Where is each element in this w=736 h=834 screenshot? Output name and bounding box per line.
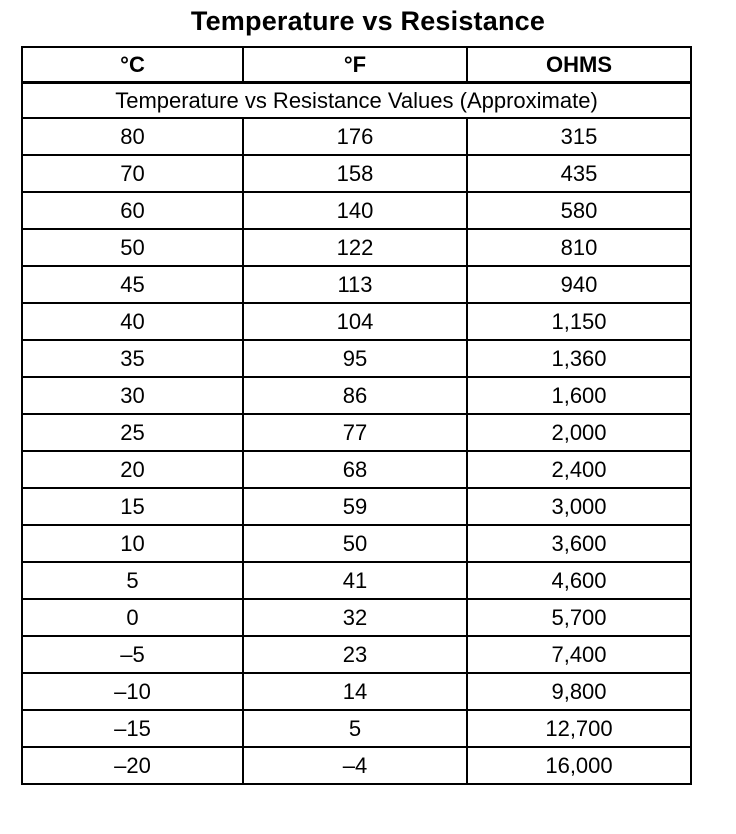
celsius-cell: 20: [22, 451, 243, 488]
fahrenheit-cell: 32: [243, 599, 467, 636]
celsius-cell: 25: [22, 414, 243, 451]
celsius-cell: 50: [22, 229, 243, 266]
fahrenheit-cell: 41: [243, 562, 467, 599]
ohms-cell: 2,400: [467, 451, 691, 488]
table-row: [22, 118, 691, 155]
ohms-cell: 16,000: [467, 747, 691, 784]
fahrenheit-cell: –4: [243, 747, 467, 784]
ohms-cell: 7,400: [467, 636, 691, 673]
table-title: Temperature vs Resistance: [190, 6, 546, 36]
table-row: [22, 525, 691, 562]
celsius-cell: 5: [22, 562, 243, 599]
fahrenheit-cell: 122: [243, 229, 467, 266]
fahrenheit-cell: 68: [243, 451, 467, 488]
celsius-cell: 0: [22, 599, 243, 636]
table-row: [22, 747, 691, 784]
fahrenheit-cell: 59: [243, 488, 467, 525]
header-row: [22, 47, 691, 83]
celsius-cell: –10: [22, 673, 243, 710]
header-ohms: OHMS: [467, 47, 691, 83]
fahrenheit-cell: 14: [243, 673, 467, 710]
table-row: [22, 488, 691, 525]
table-row: [22, 155, 691, 192]
fahrenheit-cell: 104: [243, 303, 467, 340]
ohms-cell: 435: [467, 155, 691, 192]
table-row: [22, 192, 691, 229]
fahrenheit-cell: 176: [243, 118, 467, 155]
table-row: [22, 451, 691, 488]
fahrenheit-cell: 5: [243, 710, 467, 747]
ohms-cell: 9,800: [467, 673, 691, 710]
ohms-cell: 315: [467, 118, 691, 155]
fahrenheit-cell: 158: [243, 155, 467, 192]
table-subtitle: Temperature vs Resistance Values (Approximate): [22, 83, 691, 119]
fahrenheit-cell: 140: [243, 192, 467, 229]
celsius-cell: 35: [22, 340, 243, 377]
ohms-cell: 4,600: [467, 562, 691, 599]
celsius-cell: 70: [22, 155, 243, 192]
table-row: [22, 266, 691, 303]
table-row: [22, 599, 691, 636]
subtitle-row: [22, 83, 691, 119]
fahrenheit-cell: 86: [243, 377, 467, 414]
header-celsius: °C: [22, 47, 243, 83]
celsius-cell: –5: [22, 636, 243, 673]
ohms-cell: 1,360: [467, 340, 691, 377]
ohms-cell: 1,600: [467, 377, 691, 414]
table-row: [22, 673, 691, 710]
ohms-cell: 940: [467, 266, 691, 303]
celsius-cell: 45: [22, 266, 243, 303]
ohms-cell: 12,700: [467, 710, 691, 747]
celsius-cell: 80: [22, 118, 243, 155]
table-row: [22, 562, 691, 599]
table-row: [22, 377, 691, 414]
fahrenheit-cell: 50: [243, 525, 467, 562]
ohms-cell: 3,000: [467, 488, 691, 525]
ohms-cell: 3,600: [467, 525, 691, 562]
temperature-resistance-table: [21, 46, 692, 785]
table-row: [22, 636, 691, 673]
table-row: [22, 229, 691, 266]
header-fahrenheit: °F: [243, 47, 467, 83]
ohms-cell: 1,150: [467, 303, 691, 340]
table-row: [22, 710, 691, 747]
celsius-cell: –20: [22, 747, 243, 784]
table-row: [22, 340, 691, 377]
celsius-cell: 10: [22, 525, 243, 562]
ohms-cell: 2,000: [467, 414, 691, 451]
celsius-cell: 60: [22, 192, 243, 229]
ohms-cell: 5,700: [467, 599, 691, 636]
fahrenheit-cell: 77: [243, 414, 467, 451]
celsius-cell: 30: [22, 377, 243, 414]
celsius-cell: –15: [22, 710, 243, 747]
fahrenheit-cell: 113: [243, 266, 467, 303]
ohms-cell: 810: [467, 229, 691, 266]
fahrenheit-cell: 23: [243, 636, 467, 673]
fahrenheit-cell: 95: [243, 340, 467, 377]
ohms-cell: 580: [467, 192, 691, 229]
table-row: [22, 303, 691, 340]
table-row: [22, 414, 691, 451]
celsius-cell: 40: [22, 303, 243, 340]
celsius-cell: 15: [22, 488, 243, 525]
